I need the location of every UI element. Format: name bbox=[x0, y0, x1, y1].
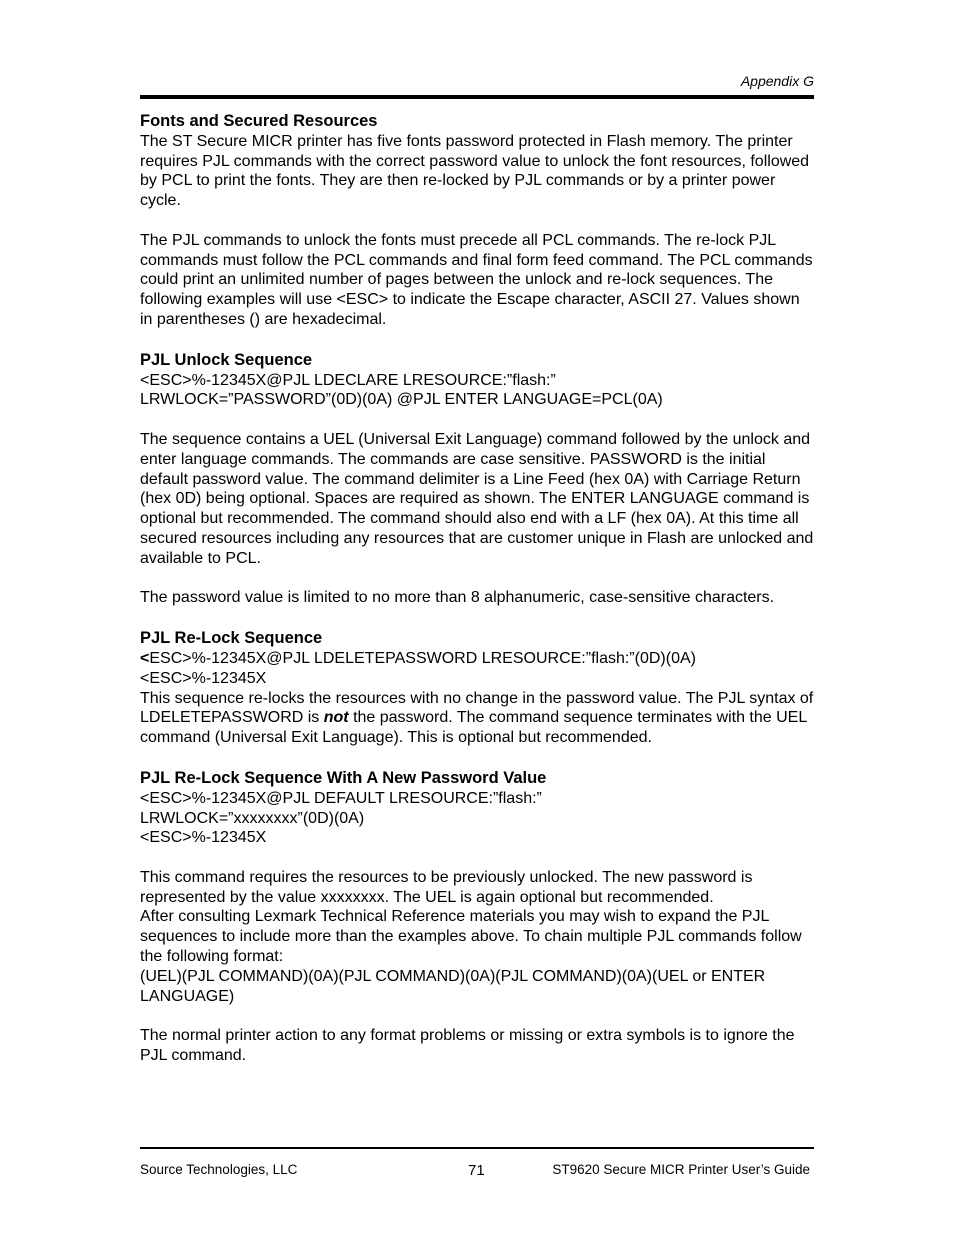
footer-guide-title: ST9620 Secure MICR Printer User’s Guide bbox=[552, 1162, 810, 1177]
code-newpass-line-2: LRWLOCK=”xxxxxxxx”(0D)(0A) bbox=[140, 809, 365, 827]
code-relock-lead-char: < bbox=[140, 649, 150, 667]
running-header: Appendix G bbox=[740, 73, 814, 89]
code-relock-line-1-rest: ESC>%-12345X@PJL LDELETEPASSWORD LRESOURCE:”flash:”(0D)(0A) bbox=[149, 649, 696, 667]
code-newpass-line-1: <ESC>%-12345X@PJL DEFAULT LRESOURCE:”flash:” bbox=[140, 789, 542, 807]
footer-company: Source Technologies, LLC bbox=[140, 1162, 298, 1177]
paragraph-error-handling: The normal printer action to any format problems or missing or extra symbols is to ignore the PJL command. bbox=[140, 1027, 795, 1065]
paragraph-fonts-order: The PJL commands to unlock the fonts must precede all PCL commands. The re-lock PJL commands must follow the PCL commands and final form feed command. The PCL commands could print an unlimited number of pages between the unlock and re-lock sequences. The following examples will use <ESC> to indicate the Escape character, ASCII 27. Values shown in parentheses () are hexadecimal. bbox=[140, 231, 813, 328]
heading-pjl-relock: PJL Re-Lock Sequence bbox=[140, 629, 323, 648]
code-unlock-line-2: LRWLOCK=”PASSWORD”(0D)(0A) @PJL ENTER LANGUAGE=PCL(0A) bbox=[140, 391, 663, 409]
paragraph-relock-explanation bbox=[140, 689, 816, 748]
paragraph-chain-format: (UEL)(PJL COMMAND)(0A)(PJL COMMAND)(0A)(PJL COMMAND)(0A)(UEL or ENTER LANGUAGE) bbox=[140, 967, 766, 1005]
code-relock-line-1 bbox=[140, 649, 816, 669]
paragraph-unlock-explanation: The sequence contains a UEL (Universal Exit Language) command followed by the unlock and enter language commands. The commands are case sensitive. PASSWORD is the initial default password value. The command delimiter is a Line Feed (hex 0A) with Carriage Return (hex 0D) being optional. Spaces are required as shown. The ENTER LANGUAGE command is optional but recommended. The command should also end with a LF (hex 0A). At this time all secured resources including any resources that are customer unique in Flash are unlocked and available to PCL. bbox=[140, 430, 814, 567]
relock-text-a: This sequence re-locks the resources with no change in the password value. The PJL syntax of LDELETEPASSWORD is bbox=[140, 689, 814, 727]
page-content bbox=[140, 112, 816, 1066]
heading-pjl-unlock: PJL Unlock Sequence bbox=[140, 350, 313, 369]
header-rule bbox=[140, 95, 814, 99]
paragraph-chain-commands: After consulting Lexmark Technical Reference materials you may wish to expand the PJL sequences to include more than the examples above. To chain multiple PJL commands follow the following format: bbox=[140, 908, 802, 966]
heading-fonts-secured-resources: Fonts and Secured Resources bbox=[140, 112, 378, 130]
page-number: 71 bbox=[468, 1162, 485, 1179]
code-unlock-line-1: <ESC>%-12345X@PJL LDECLARE LRESOURCE:”flash:” bbox=[140, 371, 556, 389]
code-relock-line-2: <ESC>%-12345X bbox=[140, 669, 267, 687]
code-newpass-line-3: <ESC>%-12345X bbox=[140, 829, 267, 847]
relock-emphasis-not: not bbox=[323, 709, 349, 727]
paragraph-password-limit: The password value is limited to no more than 8 alphanumeric, case-sensitive characters. bbox=[140, 589, 775, 607]
footer-rule bbox=[140, 1147, 814, 1149]
relock-text-b: the password. The command sequence terminates with the UEL command (Universal Exit Language). This is optional but recommended. bbox=[140, 709, 807, 747]
heading-pjl-relock-new-password: PJL Re-Lock Sequence With A New Password Value bbox=[140, 768, 547, 787]
paragraph-fonts-intro: The ST Secure MICR printer has five fonts password protected in Flash memory. The printer requires PJL commands with the correct password value to unlock the font resources, followed by PCL to print the fonts. They are then re-locked by PJL commands or by a printer power cycle. bbox=[140, 132, 810, 210]
paragraph-newpass-explanation: This command requires the resources to be previously unlocked. The new password is represented by the value xxxxxxxx. The UEL is again optional but recommended. bbox=[140, 868, 753, 906]
